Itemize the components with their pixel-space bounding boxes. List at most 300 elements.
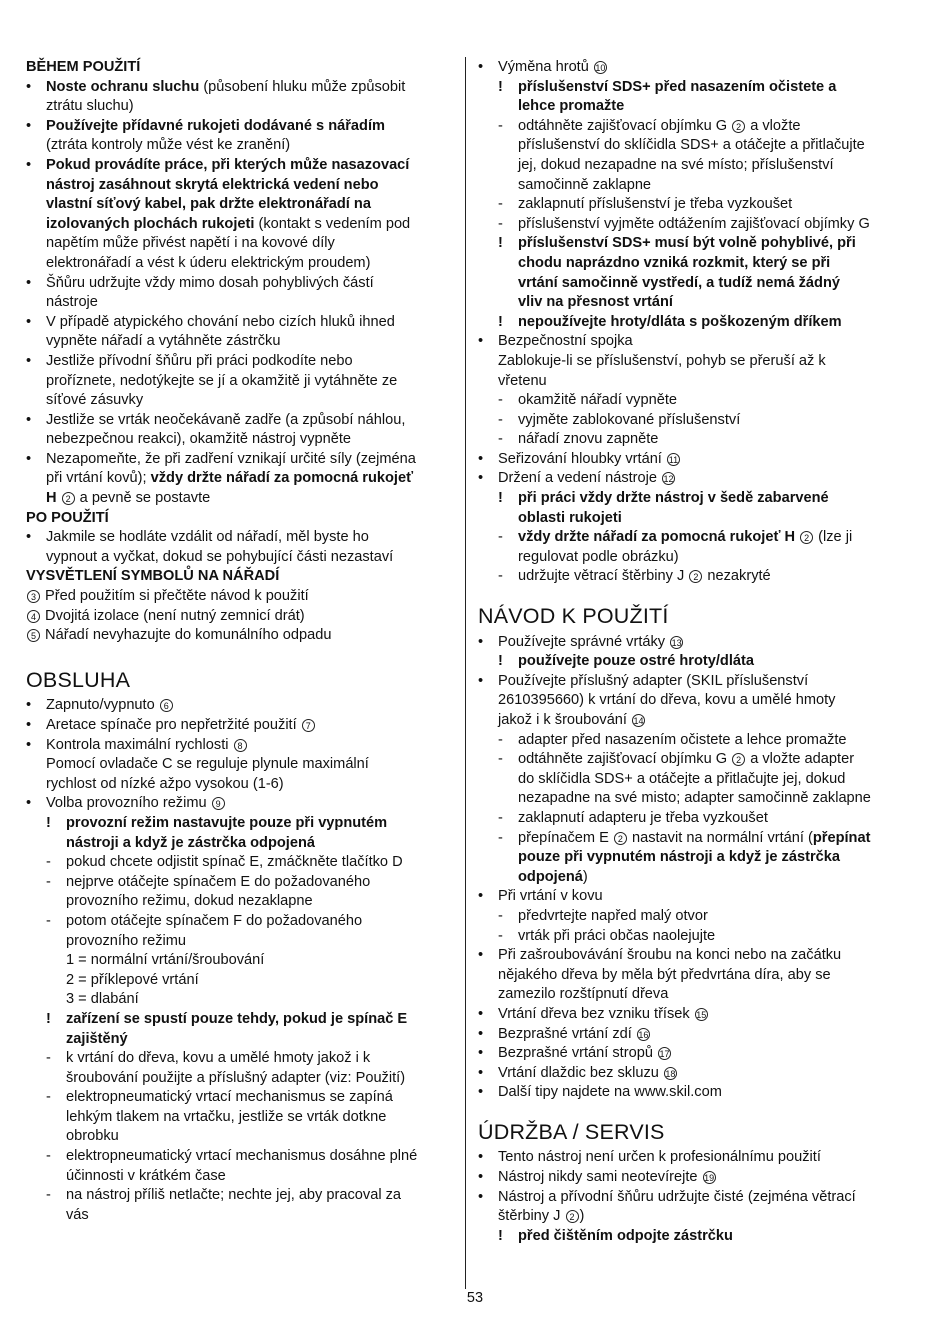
bold-text: odpojená xyxy=(518,868,583,885)
continuation-line xyxy=(478,97,906,117)
dash-marker: - xyxy=(498,907,503,924)
section-heading: ÚDRŽBA / SERVIS xyxy=(478,1119,665,1144)
line-text xyxy=(518,314,842,330)
continuation-line xyxy=(478,691,906,711)
bold-text: oblasti rukojeti xyxy=(518,509,622,526)
dash-item xyxy=(478,750,906,770)
text-run: jej, dokud nezapadne na své místo; příslušenství xyxy=(518,156,834,173)
dash-item xyxy=(478,528,906,548)
text-run: do sklíčidla SDS+ a otáčejte a přitlačujte jej, dokud xyxy=(518,770,846,787)
bold-text: Noste ochranu sluchu xyxy=(46,78,200,95)
dash-item xyxy=(478,829,906,849)
line-text xyxy=(498,1065,678,1081)
continuation-line xyxy=(478,548,906,568)
section-heading: NÁVOD K POUŽITÍ xyxy=(478,604,669,629)
warning-item xyxy=(478,234,906,254)
dash-item xyxy=(478,215,906,235)
line-text xyxy=(498,967,831,983)
text-run: k vrtání do dřeva, kovu a umělé hmoty jakož i k xyxy=(66,1050,371,1067)
line-text xyxy=(498,1189,856,1205)
bullet-marker: • xyxy=(478,1149,484,1166)
bullet-item xyxy=(26,78,454,98)
bullet-marker: • xyxy=(478,333,484,350)
bold-text: nástroji a když je zástrčka odpojená xyxy=(66,834,315,851)
exclamation-marker: ! xyxy=(498,235,503,252)
continuation-line xyxy=(478,509,906,529)
continuation-line xyxy=(26,195,454,215)
figure-reference-number: 2 xyxy=(732,120,745,133)
line-text xyxy=(66,1187,401,1203)
bullet-marker: • xyxy=(478,1084,484,1101)
line-text xyxy=(46,431,351,447)
symbol-line xyxy=(26,607,454,627)
text-run: síťové zásuvky xyxy=(46,392,144,409)
line-text xyxy=(46,451,416,467)
line-text xyxy=(518,255,830,271)
line-text xyxy=(518,392,677,408)
text-run: Nástroj a přívodní šňůru udržujte čisté (zejména větrací xyxy=(498,1188,856,1205)
line-text xyxy=(518,790,871,806)
bold-text: vždy držte nářadí za pomocná rukojeť xyxy=(150,470,414,487)
dash-marker: - xyxy=(498,196,503,213)
text-run: Bezpečnostní spojka xyxy=(498,333,633,350)
text-run: vřetenu xyxy=(498,372,547,389)
text-run: ztrátu sluchu) xyxy=(46,98,134,115)
text-run: pokud chcete odjistit spínač E, zmáčkněte tlačítko D xyxy=(66,854,403,871)
bold-text: přepínat xyxy=(812,829,871,846)
dash-marker: - xyxy=(498,431,503,448)
line-text xyxy=(518,275,840,291)
continuation-line xyxy=(26,176,454,196)
text-run: 3 = dlabání xyxy=(66,991,139,1008)
line-text xyxy=(518,908,708,924)
continuation-line xyxy=(26,372,454,392)
bullet-marker: • xyxy=(478,1025,484,1042)
text-run: na nástroj příliš netlačte; nechte jej, aby pracoval za xyxy=(66,1187,402,1204)
text-run: při vrtání kovů); xyxy=(46,470,151,487)
text-run: přepínačem E xyxy=(518,829,613,846)
bold-text: vliv na přesnost vrtání xyxy=(518,294,673,311)
dash-marker: - xyxy=(498,927,503,944)
line-text xyxy=(46,756,369,772)
text-run: Zablokuje-li se příslušenství, pohyb se přeruší až k xyxy=(498,352,826,369)
bullet-marker: • xyxy=(478,59,484,75)
text-run: nastavit na normální vrtání ( xyxy=(627,829,813,846)
text-run: účinnosti v krátkém čase xyxy=(66,1167,226,1184)
line-text xyxy=(518,157,834,173)
figure-reference-number: 2 xyxy=(566,1210,579,1223)
bullet-marker: • xyxy=(26,274,32,291)
text-run: štěrbiny J xyxy=(498,1208,565,1225)
line-text xyxy=(66,972,199,988)
bullet-marker: • xyxy=(478,1064,484,1081)
text-run: napětím může přivést napětí i na kovové díly xyxy=(46,235,335,252)
line-text xyxy=(46,314,395,330)
line-text xyxy=(66,1050,370,1066)
line-text xyxy=(46,795,226,811)
bold-text: vlastní síťový kabel, pak držte elektronářadí na xyxy=(46,196,371,213)
text-run: 1 = normální vrtání/šroubování xyxy=(66,952,265,969)
text-run: (kontakt s vedením pod xyxy=(254,215,411,232)
line-text xyxy=(66,835,315,851)
text-run: zaklapnutí příslušenství je třeba vyzkoušet xyxy=(518,196,793,213)
figure-reference-number: 2 xyxy=(62,492,75,505)
bold-text: vždy držte nářadí za pomocná rukojeť H xyxy=(518,529,800,546)
line-text xyxy=(66,1031,128,1047)
bullet-item xyxy=(26,352,454,372)
line-text xyxy=(498,59,608,75)
line-text xyxy=(498,470,676,486)
text-run: samočinně zaklapne xyxy=(518,176,652,193)
bullet-item xyxy=(26,411,454,431)
text-run: Držení a vedení nástroje xyxy=(498,470,662,487)
line-text xyxy=(46,275,374,291)
line-text xyxy=(518,216,870,232)
figure-reference-number: 11 xyxy=(668,454,679,465)
figure-reference-number: 4 xyxy=(27,610,40,623)
bold-text: nepoužívejte hroty/dláta s poškozeným dříkem xyxy=(518,313,842,330)
line-text xyxy=(498,692,835,708)
figure-reference-number: 9 xyxy=(212,797,225,810)
line-text xyxy=(518,235,856,251)
line-text xyxy=(518,196,792,212)
line-text xyxy=(498,986,668,1002)
dash-item xyxy=(26,853,454,873)
text-run: příslušenství vyjměte odtážením zajišťovací objímky G xyxy=(518,215,870,232)
bullet-item xyxy=(478,672,906,692)
line-text xyxy=(498,1084,722,1100)
text-run: Zapnuto/vypnuto xyxy=(46,697,159,714)
continuation-line xyxy=(478,372,906,392)
line-text xyxy=(46,98,134,114)
line-text xyxy=(498,947,841,963)
text-run: vrták při práci občas naolejujte xyxy=(518,927,716,944)
text-run: Používejte správné vrtáky xyxy=(498,633,670,650)
line-text xyxy=(518,810,768,826)
exclamation-marker: ! xyxy=(498,653,503,670)
bold-text: Pokud provádíte práce, při kterých může nasazovací xyxy=(46,156,410,173)
dash-marker: - xyxy=(46,1050,51,1067)
text-run: Kontrola maximální rychlosti xyxy=(46,736,233,753)
bullet-item xyxy=(478,633,906,653)
line-text xyxy=(66,1070,405,1086)
line-text xyxy=(518,549,679,565)
line-text xyxy=(518,98,624,114)
bullet-item xyxy=(478,469,906,489)
bullet-item xyxy=(478,1044,906,1064)
bullet-marker: • xyxy=(478,1005,484,1022)
continuation-line xyxy=(478,848,906,868)
bold-text: příslušenství SDS+ před nasazením očistete a xyxy=(518,78,837,95)
continuation-line xyxy=(26,755,454,775)
continuation-line xyxy=(26,430,454,450)
exclamation-marker: ! xyxy=(498,78,503,95)
text-run: Bezprašné vrtání zdí xyxy=(498,1025,636,1042)
line-text xyxy=(518,771,845,787)
text-run: potom otáčejte spínačem F do požadovaného xyxy=(66,912,363,929)
text-run: provozního režimu, dokud nezaklapne xyxy=(66,893,313,910)
dash-item xyxy=(478,391,906,411)
text-run: Výměna hrotů xyxy=(498,59,593,75)
line-text xyxy=(498,333,633,349)
bullet-item xyxy=(478,450,906,470)
line-text xyxy=(498,1208,584,1224)
line-text xyxy=(498,1149,821,1165)
continuation-line xyxy=(26,1069,454,1089)
bullet-item xyxy=(478,1083,906,1103)
text-run: Seřizování hloubky vrtání xyxy=(498,450,666,467)
text-run: nejprve otáčejte spínačem E do požadovaného xyxy=(66,873,371,890)
exclamation-marker: ! xyxy=(498,313,503,330)
continuation-line xyxy=(478,789,906,809)
text-run: nezapadne na své misto; adapter samočinně zaklapne xyxy=(518,790,871,807)
figure-reference-number: 5 xyxy=(27,629,40,642)
exclamation-marker: ! xyxy=(498,1227,503,1244)
line-text xyxy=(46,196,371,212)
line-text xyxy=(518,137,865,153)
text-run: a vložte adapter xyxy=(746,751,855,768)
continuation-line xyxy=(26,971,454,991)
text-run: Při zašroubovávání šroubu na konci nebo na začátku xyxy=(498,947,842,964)
continuation-line xyxy=(26,97,454,117)
line-text xyxy=(46,549,393,565)
line-text xyxy=(66,1168,226,1184)
dash-marker: - xyxy=(46,873,51,890)
continuation-line xyxy=(26,489,454,509)
line-text xyxy=(498,1026,651,1042)
bullet-marker: • xyxy=(478,470,484,487)
dash-marker: - xyxy=(46,1089,51,1106)
continuation-line xyxy=(26,932,454,952)
line-text xyxy=(46,353,353,369)
continuation-line xyxy=(478,770,906,790)
continuation-line xyxy=(26,990,454,1010)
figure-reference-number: 2 xyxy=(800,531,813,544)
continuation-line xyxy=(26,234,454,254)
text-run: ) xyxy=(582,868,588,885)
text-run: Další tipy najdete na www.skil.com xyxy=(498,1084,722,1101)
bullet-item xyxy=(478,1168,906,1188)
bullet-item xyxy=(26,736,454,756)
figure-reference-number: 14 xyxy=(633,716,644,726)
figure-reference-number: 13 xyxy=(671,637,682,648)
text-run: elektronářadí a vést k úderu elektrickým proudem) xyxy=(46,254,371,271)
line-text xyxy=(518,568,771,584)
bullet-item xyxy=(478,1064,906,1084)
exclamation-marker: ! xyxy=(498,490,503,507)
text-run: nezakryté xyxy=(703,568,771,585)
text-run: (působení hluku může způsobit xyxy=(199,78,406,95)
line-text xyxy=(46,737,248,753)
bullet-marker: • xyxy=(478,1169,484,1186)
text-run: (ztráta kontroly může vést ke zranění) xyxy=(46,137,291,154)
text-run: zamezilo rozštípnutí dřeva xyxy=(498,986,669,1003)
page-number: 53 xyxy=(466,1290,484,1306)
text-run: okamžitě nářadí vypněte xyxy=(518,392,677,409)
text-run: Používejte příslušný adapter (SKIL příslušenství xyxy=(498,672,809,689)
bullet-item xyxy=(26,117,454,137)
dash-item xyxy=(478,567,906,587)
bullet-marker: • xyxy=(26,156,32,173)
figure-reference-number: 8 xyxy=(234,739,247,752)
bold-text: H xyxy=(46,490,61,507)
continuation-line xyxy=(478,352,906,372)
subsection-heading: VYSVĚTLENÍ SYMBOLŮ NA NÁŘADÍ xyxy=(26,568,280,585)
dash-item xyxy=(478,117,906,137)
dash-item xyxy=(478,731,906,751)
line-text xyxy=(66,1148,417,1164)
dash-item xyxy=(26,1049,454,1069)
line-text xyxy=(46,490,210,506)
continuation-line xyxy=(26,332,454,352)
line-text xyxy=(46,412,405,428)
bold-text: izolovaných plochách rukojeti xyxy=(46,215,255,232)
text-run: Jestliže přívodní šňůru při práci podkodíte nebo xyxy=(46,352,353,369)
text-run: odtáhněte zajišťovací objímku G xyxy=(518,751,732,768)
bold-text: před čištěním odpojte zástrčku xyxy=(518,1227,733,1244)
text-run: šroubování použijte a příslušný adapter (viz: Použití) xyxy=(66,1069,406,1086)
bullet-marker: • xyxy=(26,117,32,134)
bullet-item xyxy=(26,696,454,716)
bullet-item xyxy=(26,794,454,814)
line-text xyxy=(66,1089,393,1105)
continuation-line xyxy=(478,1207,906,1227)
dash-item xyxy=(478,927,906,947)
continuation-line xyxy=(478,868,906,888)
warning-item xyxy=(26,814,454,834)
text-run: Dvojitá izolace (není nutný zemnicí drát) xyxy=(41,607,305,624)
line-text xyxy=(498,353,826,369)
bold-text: Používejte přídavné rukojeti dodávané s nářadím xyxy=(46,117,385,134)
text-run: V případě atypického chování nebo cizích hluků ihned xyxy=(46,313,395,330)
dash-marker: - xyxy=(498,568,503,585)
text-run: 2 = příklepové vrtání xyxy=(66,971,199,988)
bold-text: chodu naprázdno vzniká rozkmit, který se při xyxy=(518,254,831,271)
line-text xyxy=(66,913,362,929)
continuation-line xyxy=(26,1127,454,1147)
continuation-line xyxy=(26,254,454,274)
right-column xyxy=(478,58,906,1246)
text-run: nějakého dřeva by měla být předvrtána díra, aby se xyxy=(498,966,831,983)
line-text xyxy=(518,1228,733,1244)
line-text xyxy=(46,717,316,733)
dash-item xyxy=(478,195,906,215)
line-text xyxy=(66,991,139,1007)
line-text xyxy=(498,373,547,389)
bullet-marker: • xyxy=(26,717,32,733)
bullet-item xyxy=(26,528,454,548)
continuation-line xyxy=(26,1108,454,1128)
bold-text: při práci vždy držte nástroj v šedě zabarvené xyxy=(518,490,829,507)
continuation-line xyxy=(26,892,454,912)
warning-item xyxy=(478,652,906,672)
bullet-item xyxy=(478,1005,906,1025)
figure-reference-number: 16 xyxy=(638,1029,649,1040)
line-text xyxy=(518,653,754,669)
line-text xyxy=(498,1045,672,1061)
warning-item xyxy=(478,1227,906,1247)
line-text xyxy=(46,529,369,545)
bullet-item xyxy=(478,1148,906,1168)
line-text xyxy=(518,177,651,193)
bullet-marker: • xyxy=(26,352,32,369)
bullet-marker: • xyxy=(26,529,32,546)
continuation-line xyxy=(26,548,454,568)
bullet-item xyxy=(478,1025,906,1045)
continuation-line xyxy=(26,951,454,971)
figure-reference-number: 2 xyxy=(732,753,745,766)
continuation-line xyxy=(26,136,454,156)
text-run: Pomocí ovladače C se reguluje plynule maximální xyxy=(46,756,369,773)
text-run: zaklapnutí adapteru je třeba vyzkoušet xyxy=(518,809,768,826)
line-text xyxy=(518,510,622,526)
text-run: Jestliže se vrták neočekávaně zadře (a způsobí náhlou, xyxy=(46,411,406,428)
line-text xyxy=(46,470,413,486)
symbol-line xyxy=(26,626,454,646)
warning-item xyxy=(478,313,906,333)
bold-text: pouze při vypnutém nástroji a když je zástrčka xyxy=(518,849,840,866)
text-run: Před použitím si přečtěte návod k použití xyxy=(41,588,309,605)
bullet-marker: • xyxy=(478,1045,484,1062)
bold-text: nástroj zasáhnout skrytá elektrická vedení nebo xyxy=(46,176,379,193)
text-run: 2610395660) k vrtání do dřeva, kovu a umělé hmoty xyxy=(498,692,836,709)
continuation-line xyxy=(478,274,906,294)
bullet-marker: • xyxy=(478,450,484,467)
bullet-marker: • xyxy=(26,411,32,428)
dash-marker: - xyxy=(46,1187,51,1204)
line-text xyxy=(518,294,673,310)
dash-marker: - xyxy=(498,215,503,232)
bullet-marker: • xyxy=(478,888,484,905)
warning-item xyxy=(478,489,906,509)
line-text xyxy=(26,608,305,624)
dash-marker: - xyxy=(498,117,503,134)
line-text xyxy=(518,869,588,885)
line-text xyxy=(518,118,801,134)
line-text xyxy=(46,216,410,232)
bold-text: provozní režim nastavujte pouze při vypnutém xyxy=(66,814,388,831)
line-text xyxy=(518,79,836,95)
line-text xyxy=(66,815,387,831)
bullet-marker: • xyxy=(478,672,484,689)
line-text xyxy=(518,412,740,428)
line-text xyxy=(46,118,385,134)
line-text xyxy=(46,235,335,251)
bullet-item xyxy=(26,156,454,176)
figure-reference-number: 19 xyxy=(704,1173,715,1184)
bullet-marker: • xyxy=(26,736,32,753)
text-run: elektropneumatický vrtací mechanismus se zapíná xyxy=(66,1089,393,1106)
continuation-line xyxy=(26,391,454,411)
text-run: Vrtání dřeva bez vzniku třísek xyxy=(498,1005,694,1022)
symbol-line xyxy=(26,587,454,607)
line-text xyxy=(66,1207,89,1223)
text-run: a vložte xyxy=(746,117,801,134)
line-text xyxy=(518,431,658,447)
line-text xyxy=(498,1169,717,1185)
text-run: vás xyxy=(66,1206,89,1223)
line-text xyxy=(66,1128,119,1144)
dash-item xyxy=(478,809,906,829)
bullet-marker: • xyxy=(478,633,484,650)
bullet-item xyxy=(478,58,906,78)
bullet-item xyxy=(26,716,454,736)
bullet-item xyxy=(478,1188,906,1208)
text-run: (lze ji xyxy=(814,529,853,546)
dash-marker: - xyxy=(498,392,503,409)
line-text xyxy=(498,712,646,728)
dash-item xyxy=(26,1088,454,1108)
